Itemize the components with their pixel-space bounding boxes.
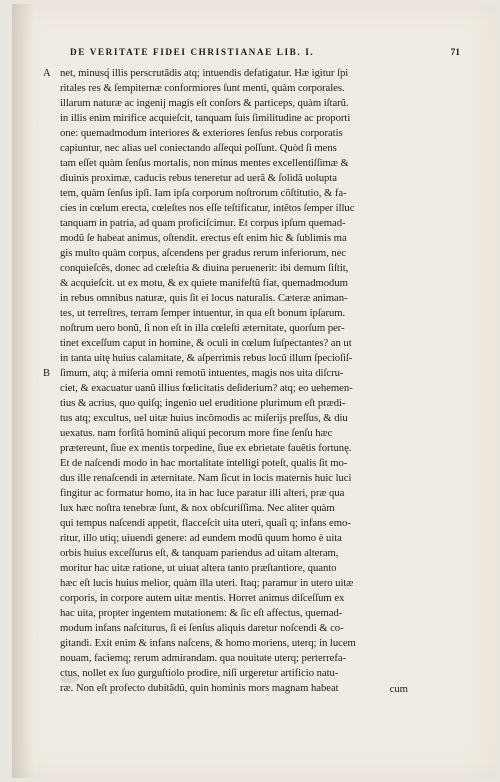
line-text: uexatus. nam forſitã hominũ aliqui pecorum more fine ſenſu hæc <box>60 427 333 439</box>
line-text: modũ ſe habeat animus, oſtendit. erectus eſt enim hic & ſublimis ma <box>60 232 347 244</box>
text-line <box>43 141 463 156</box>
text-line <box>43 411 463 426</box>
text-line <box>43 381 463 396</box>
text-line <box>43 636 463 651</box>
line-text: illarum naturæ ac ingenij magis eſt conſors & particeps, quàm iſtarũ. <box>60 97 349 109</box>
margin-letter: A <box>43 68 51 79</box>
line-text: lux hæc noſtra tenebræ ſunt, & nox obſcuriſſima. Nec aliter quàm <box>60 502 335 514</box>
text-line <box>43 486 463 501</box>
line-text: Et de naſcendi modo in hac mortalitate intelligi poteſt, qualis ſit mo- <box>60 457 348 469</box>
line-text: in rebus omnibus naturæ, quis ſit ei locus naturalis. Cæteræ animan- <box>60 292 348 304</box>
line-text: tam eſſet quàm ſenſus mortalis, non minus mentes excellentiſſimæ & <box>60 157 349 169</box>
line-text: moritur hac uitæ ratione, ut uiuat altera tanto præſtantiore, quanto <box>60 562 337 574</box>
line-text: ritur, illo utiq; uiuendi genere: ad eundem modũ quum homo è uita <box>60 532 342 544</box>
text-line <box>43 516 463 531</box>
gutter-shadow <box>12 4 34 778</box>
text-line <box>43 666 463 681</box>
text-line <box>43 246 463 261</box>
text-line <box>43 66 463 81</box>
line-text: prætereunt, ſiue ex mentis torpedine, ſiue ex ebrietate fauẽtis fortunę. <box>60 442 352 454</box>
text-line <box>43 621 463 636</box>
line-text: ciet, & exacuatur uanũ illius fœlicitatis deſiderium? atq; eo uehemen- <box>60 382 353 394</box>
line-text: tanquam in patria, ad quam proficiſcimur. Et corpus ipſum quemad- <box>60 217 346 229</box>
paper-stain <box>60 675 78 683</box>
line-text: tius & acrius, quo quiſq; ingenio uel eruditione plurimum eſt prædi- <box>60 397 346 409</box>
line-text: noſtrum uero bonũ, ſi non eſt in illa cœleſti æternitate, quorſum per- <box>60 322 345 334</box>
page-header <box>70 47 460 58</box>
line-text: net, minusq́ illis perscrutãdis atq; intuendis defatigatur. Hæ igitur ſpi <box>60 67 349 79</box>
text-line <box>43 336 463 351</box>
text-line <box>43 366 463 381</box>
line-text: fingitur ac formatur homo, ita in hac luce paratur illi alteri, præ qua <box>60 487 345 499</box>
text-line <box>43 171 463 186</box>
catchword: cum <box>389 683 408 695</box>
line-text: nouam, faciemq; rerum admirandam. qua nouitate uterq; perterrefa- <box>60 652 347 664</box>
text-line <box>43 456 463 471</box>
text-line <box>43 351 463 366</box>
line-text: & acquieſcit. ut ex motu, & ex quiete manifeſtũ fiat, quemadmodum <box>60 277 348 289</box>
text-line <box>43 396 463 411</box>
text-line <box>43 216 463 231</box>
line-text: corporis, in corpore autem uitæ mentis. Horret animus diſceſſum ex <box>60 592 345 604</box>
line-text: gis multo quàm corpus, aſcendens per gradus rerum inferiorum, nec <box>60 247 347 259</box>
line-text: ctus, nollet ex ſuo gurguſtiolo prodire, niſi urgeretur artificio natu- <box>60 667 339 679</box>
text-line <box>43 531 463 546</box>
margin-letter: B <box>43 368 51 379</box>
text-line <box>43 606 463 621</box>
line-text: ſimum, atq; à miſeria omni remotũ intuentes, magis nos uita diſcru- <box>60 367 344 379</box>
line-text: capiuntur, nec alias uel coniectando aſſequi poſſunt. Quòd ſi mens <box>60 142 337 154</box>
line-text: ritales res & ſempiternæ conformiores ſunt menti, quàm corporales. <box>60 82 345 94</box>
text-line <box>43 276 463 291</box>
line-text: in tanta uitę huius calamitate, & aſperrimis rebus locũ illum ſpecioſiſ- <box>60 352 353 364</box>
line-text: orbis huius exceſſurus eſt, & tanquam pariendus ad uitam alteram, <box>60 547 339 559</box>
line-text: conquieſcẽs, donec ad cœleſtia & diuina peruenerit: ibi demum ſiſtit, <box>60 262 349 274</box>
text-line <box>43 321 463 336</box>
line-text: gitandi. Exit enim & infans naſcens, & homo moriens, uterq; in lucem <box>60 637 356 649</box>
line-text: tinet exceſſum caput in homine, & oculi in cœlum ſuſpectantes? an ut <box>60 337 352 349</box>
running-head: DE VERITATE FIDEI CHRISTIANAE LIB. I. <box>70 47 315 57</box>
text-block <box>43 66 463 696</box>
text-line <box>43 291 463 306</box>
text-line <box>43 561 463 576</box>
line-text: diuinis proximæ, caducis rebus teneretur ad uerã & ſolidã uolupta <box>60 172 337 184</box>
text-line <box>43 441 463 456</box>
text-line <box>43 111 463 126</box>
text-line <box>43 426 463 441</box>
text-line <box>43 306 463 321</box>
line-text: ræ. Non eſt profecto dubitãdũ, quin hominis mors magnam habeat <box>60 682 339 694</box>
text-line <box>43 201 463 216</box>
text-line <box>43 591 463 606</box>
line-text: tes, ut terreſtres, terram ſemper intuentur, in qua eſt bonum ipſarum. <box>60 307 346 319</box>
text-line <box>43 126 463 141</box>
line-text: tem, quàm ſenſus ipſi. Iam ipſa corporum noſtrorum cõſtitutio, & fa- <box>60 187 347 199</box>
text-line <box>43 501 463 516</box>
text-line <box>43 156 463 171</box>
line-text: hæc eſt lucis huius melior, quàm illa uteri. Itaq; paramur in utero uitæ <box>60 577 354 589</box>
line-text: cies in cœlum erecta, cœleſtes nos eſſe teſtificatur, intẽtos ſemper illuc <box>60 202 355 214</box>
text-line <box>43 96 463 111</box>
folio-number: 71 <box>450 48 460 58</box>
text-line <box>43 186 463 201</box>
text-line <box>43 471 463 486</box>
line-text: tus atq; excultus, uel uitæ huius incõmodis ac miſerijs preſſus, & diu <box>60 412 348 424</box>
text-line <box>43 261 463 276</box>
line-text: in illis enim mirifice acquieſcit, tanquam ſuis ſimilitudine ac proporti <box>60 112 351 124</box>
text-line <box>43 651 463 666</box>
line-text: dus ille renaſcendi in æternitate. Nam ſicut in locis maternis huic luci <box>60 472 352 484</box>
text-line <box>43 546 463 561</box>
line-text: modum infans naſciturus, ſi ei ſenſus aliquis daretur noſcendi & co- <box>60 622 344 634</box>
text-line <box>43 231 463 246</box>
line-text: qui tempus naſcendi appetit, flacceſcit uita uteri, quaſi q; infans emo- <box>60 517 351 529</box>
line-text: hac uita, propter ingentem mutationem: & ſic eſt affectus, quemad- <box>60 607 343 619</box>
line-text: one: quemadmodum interiores & exteriores ſenſus rebus corporatis <box>60 127 343 139</box>
text-line <box>43 576 463 591</box>
text-line <box>43 81 463 96</box>
